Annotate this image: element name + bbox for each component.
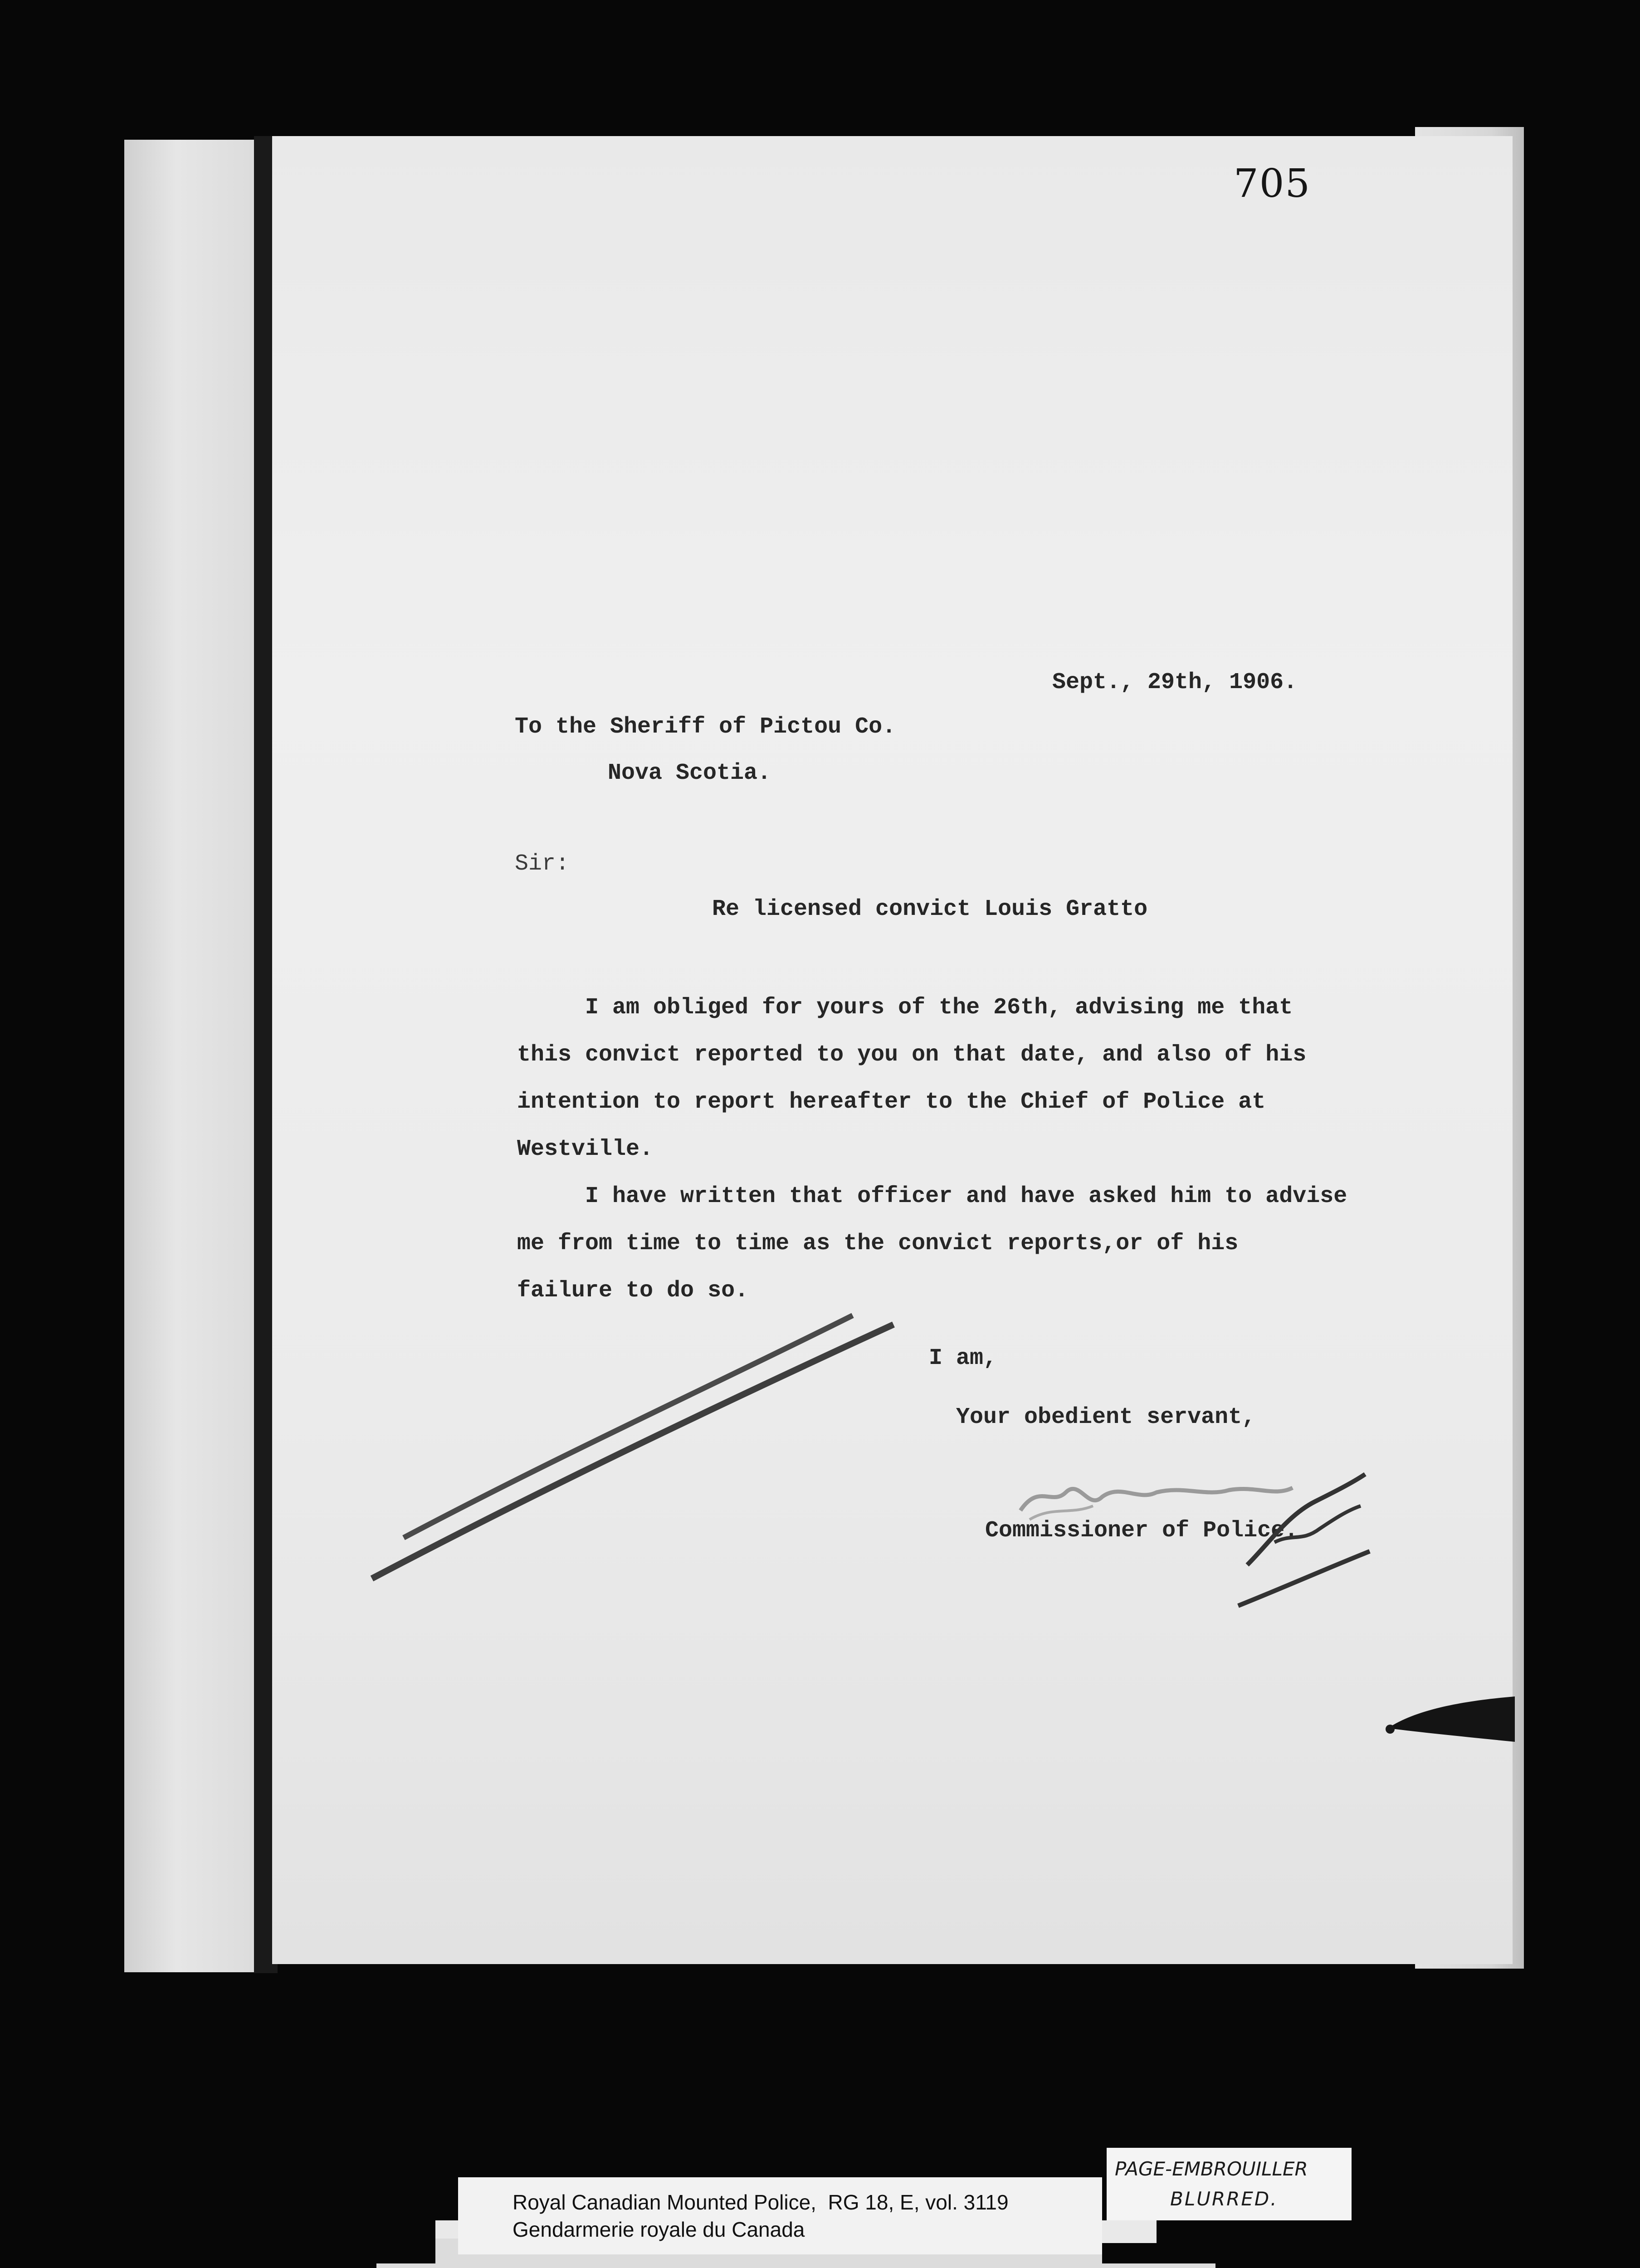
initials-scribble bbox=[1234, 1452, 1379, 1615]
archive-source-label bbox=[458, 2177, 1102, 2254]
body-line: this convict reported to you on that date, and also of his bbox=[517, 1042, 1307, 1068]
body-line: I have written that officer and have asked him to advise bbox=[585, 1183, 1347, 1209]
body-line: failure to do so. bbox=[517, 1278, 749, 1304]
subject-line: Re licensed convict Louis Gratto bbox=[712, 896, 1148, 922]
body-line: me from time to time as the convict reports,or of his bbox=[517, 1231, 1239, 1256]
back-sheet bbox=[124, 140, 254, 1972]
recipient-line-2: Nova Scotia. bbox=[608, 760, 771, 786]
letter-body bbox=[517, 984, 1379, 1315]
label-line-2: Gendarmerie royale du Canada bbox=[512, 2218, 805, 2241]
body-line: Westville. bbox=[517, 1136, 654, 1162]
salutation: Sir: bbox=[515, 851, 570, 877]
closing-line-1: I am, bbox=[929, 1345, 997, 1371]
closing-line-2: Your obedient servant, bbox=[956, 1404, 1256, 1430]
recipient-line-1: To the Sheriff of Pictou Co. bbox=[515, 714, 896, 740]
body-line: I am obliged for yours of the 26th, advising me that bbox=[585, 995, 1293, 1021]
pen-slash-marks bbox=[354, 1306, 916, 1597]
note-line-2: BLURRED. bbox=[1170, 2188, 1278, 2210]
signer-title: Commissioner of Police. bbox=[985, 1518, 1298, 1544]
stamp-notch bbox=[376, 2220, 435, 2263]
label-line-1: Royal Canadian Mounted Police, RG 18, E, vol. 3119 bbox=[512, 2190, 1009, 2214]
folio-number: 705 bbox=[1234, 161, 1311, 206]
body-line: intention to report hereafter to the Chief of Police at bbox=[517, 1089, 1266, 1115]
letter-date: Sept., 29th, 1906. bbox=[1052, 670, 1298, 695]
pen-tip-shadow bbox=[1379, 1687, 1515, 1755]
note-line-1: PAGE-EMBROUILLER bbox=[1115, 2158, 1308, 2180]
handwritten-note-card bbox=[1107, 2148, 1352, 2220]
